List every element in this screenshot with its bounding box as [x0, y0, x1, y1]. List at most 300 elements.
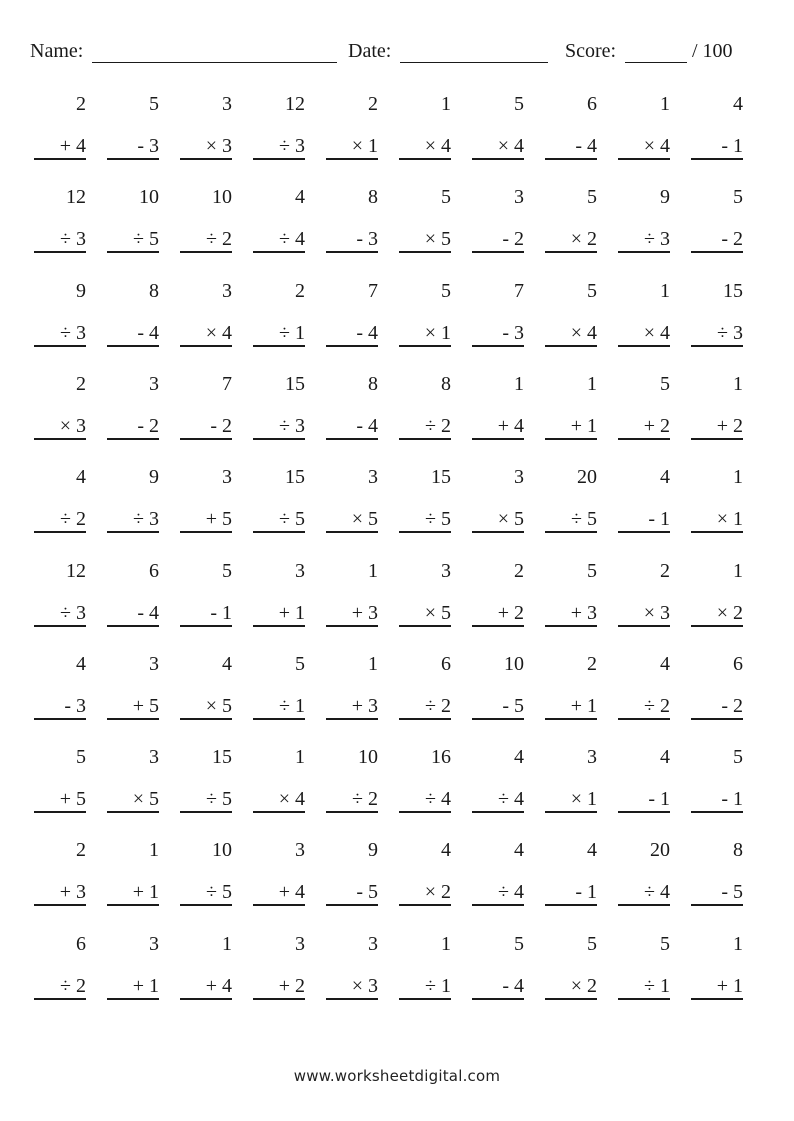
problem-operator-operand: - 5 — [472, 694, 524, 720]
math-problem — [253, 368, 305, 440]
problem-operator-operand: × 1 — [399, 321, 451, 347]
problem-operator-operand: ÷ 3 — [253, 134, 305, 160]
problem-operand-top: 3 — [222, 279, 232, 302]
problem-operand-top: 1 — [149, 839, 159, 862]
problem-operand-top: 15 — [212, 746, 232, 769]
math-problem — [472, 555, 524, 627]
problem-operand-top: 4 — [660, 466, 670, 489]
problem-operator-operand: × 2 — [691, 601, 743, 627]
problem-operator-operand: - 2 — [180, 414, 232, 440]
problem-grid — [0, 88, 794, 1018]
math-problem — [399, 834, 451, 906]
math-problem — [326, 368, 378, 440]
math-problem — [180, 555, 232, 627]
math-problem — [691, 461, 743, 533]
problem-operand-top: 4 — [587, 839, 597, 862]
problem-operand-top: 3 — [295, 839, 305, 862]
problem-operand-top: 8 — [149, 279, 159, 302]
problem-operand-top: 2 — [660, 559, 670, 582]
problem-operator-operand: ÷ 5 — [180, 880, 232, 906]
problem-operator-operand: × 3 — [618, 601, 670, 627]
problem-operator-operand: ÷ 1 — [399, 974, 451, 1000]
math-problem — [472, 741, 524, 813]
problem-operand-top: 8 — [733, 839, 743, 862]
problem-operator-operand: ÷ 2 — [34, 974, 86, 1000]
problem-operand-top: 1 — [368, 559, 378, 582]
date-label: Date: — [348, 40, 392, 62]
math-problem — [472, 648, 524, 720]
problem-operand-top: 3 — [368, 466, 378, 489]
math-problem — [691, 181, 743, 253]
math-problem — [107, 834, 159, 906]
problem-operator-operand: ÷ 2 — [618, 694, 670, 720]
math-problem — [545, 461, 597, 533]
math-problem — [399, 648, 451, 720]
math-problem — [472, 88, 524, 160]
problem-operand-top: 2 — [368, 93, 378, 115]
problem-operator-operand: ÷ 1 — [618, 974, 670, 1000]
problem-operand-top: 3 — [587, 746, 597, 769]
problem-operator-operand: ÷ 2 — [180, 227, 232, 253]
math-problem — [180, 275, 232, 347]
problem-operator-operand: × 1 — [691, 507, 743, 533]
problem-operand-top: 6 — [441, 652, 451, 675]
math-problem — [180, 741, 232, 813]
math-problem — [180, 834, 232, 906]
problem-operand-top: 7 — [222, 372, 232, 395]
name-label: Name: — [30, 40, 84, 62]
problem-operator-operand: × 5 — [326, 507, 378, 533]
problem-operand-top: 15 — [431, 466, 451, 489]
problem-operand-top: 3 — [222, 466, 232, 489]
math-problem — [107, 461, 159, 533]
problem-operand-top: 1 — [295, 746, 305, 769]
math-problem — [472, 928, 524, 1000]
problem-operator-operand: ÷ 2 — [399, 694, 451, 720]
math-problem — [180, 461, 232, 533]
problem-operand-top: 8 — [368, 186, 378, 209]
problem-operand-top: 12 — [285, 93, 305, 115]
problem-operator-operand: - 4 — [326, 414, 378, 440]
problem-operator-operand: ÷ 3 — [34, 601, 86, 627]
problem-operator-operand: × 4 — [545, 321, 597, 347]
problem-operator-operand: + 1 — [253, 601, 305, 627]
problem-operator-operand: + 1 — [545, 694, 597, 720]
math-problem — [34, 461, 86, 533]
problem-operator-operand: ÷ 4 — [472, 880, 524, 906]
problem-operator-operand: + 2 — [472, 601, 524, 627]
problem-operator-operand: ÷ 1 — [253, 694, 305, 720]
problem-operator-operand: + 3 — [545, 601, 597, 627]
math-problem — [691, 368, 743, 440]
problem-operand-top: 6 — [587, 93, 597, 115]
math-problem — [399, 181, 451, 253]
math-problem — [180, 88, 232, 160]
problem-operand-top: 1 — [733, 372, 743, 395]
problem-operand-top: 4 — [441, 839, 451, 862]
problem-operand-top: 12 — [66, 186, 86, 209]
problem-operator-operand: - 3 — [472, 321, 524, 347]
math-problem — [399, 275, 451, 347]
math-problem — [399, 928, 451, 1000]
problem-operator-operand: × 4 — [472, 134, 524, 160]
problem-operator-operand: × 4 — [253, 787, 305, 813]
problem-operand-top: 1 — [441, 93, 451, 115]
problem-operator-operand: × 3 — [326, 974, 378, 1000]
math-problem — [399, 741, 451, 813]
problem-operand-top: 10 — [212, 186, 232, 209]
math-problem — [180, 648, 232, 720]
problem-operator-operand: + 1 — [107, 880, 159, 906]
problem-operand-top: 1 — [733, 932, 743, 955]
problem-operand-top: 15 — [723, 279, 743, 302]
math-problem — [326, 88, 378, 160]
math-problem — [253, 181, 305, 253]
problem-operand-top: 4 — [295, 186, 305, 209]
problem-operator-operand: - 4 — [107, 321, 159, 347]
problem-operand-top: 10 — [139, 186, 159, 209]
problem-operand-top: 4 — [222, 652, 232, 675]
problem-operand-top: 6 — [149, 559, 159, 582]
math-problem — [326, 834, 378, 906]
math-problem — [545, 741, 597, 813]
problem-operator-operand: - 1 — [545, 880, 597, 906]
problem-operator-operand: + 1 — [107, 974, 159, 1000]
math-problem — [545, 648, 597, 720]
problem-operator-operand: ÷ 5 — [107, 227, 159, 253]
problem-operand-top: 10 — [212, 839, 232, 862]
score-label: Score: — [565, 40, 617, 62]
problem-operand-top: 3 — [295, 932, 305, 955]
problem-operand-top: 15 — [285, 466, 305, 489]
problem-operand-top: 2 — [295, 279, 305, 302]
problem-operator-operand: + 3 — [326, 601, 378, 627]
math-problem — [691, 741, 743, 813]
problem-operand-top: 5 — [587, 279, 597, 302]
math-problem — [399, 88, 451, 160]
problem-operand-top: 3 — [222, 93, 232, 115]
problem-operator-operand: + 3 — [326, 694, 378, 720]
math-problem — [253, 834, 305, 906]
problem-operand-top: 10 — [504, 652, 524, 675]
footer-website: www.worksheetdigital.com — [293, 1067, 501, 1085]
problem-operand-top: 5 — [587, 186, 597, 209]
score-total: / 100 — [692, 40, 733, 62]
problem-operand-top: 5 — [295, 652, 305, 675]
problem-operand-top: 9 — [368, 839, 378, 862]
problem-operand-top: 9 — [76, 279, 86, 302]
math-problem — [107, 88, 159, 160]
math-problem — [691, 88, 743, 160]
problem-operand-top: 5 — [660, 932, 670, 955]
math-problem — [618, 275, 670, 347]
problem-operator-operand: - 1 — [180, 601, 232, 627]
problem-operator-operand: ÷ 4 — [253, 227, 305, 253]
problem-operand-top: 3 — [149, 932, 159, 955]
problem-operand-top: 5 — [441, 186, 451, 209]
problem-operator-operand: + 2 — [691, 414, 743, 440]
problem-operator-operand: ÷ 5 — [253, 507, 305, 533]
math-problem — [691, 834, 743, 906]
problem-operand-top: 3 — [368, 932, 378, 955]
problem-operand-top: 3 — [149, 372, 159, 395]
problem-operator-operand: × 1 — [545, 787, 597, 813]
problem-operand-top: 20 — [577, 466, 597, 489]
problem-operator-operand: ÷ 3 — [618, 227, 670, 253]
problem-operand-top: 4 — [660, 746, 670, 769]
math-problem — [399, 461, 451, 533]
math-problem — [399, 368, 451, 440]
problem-operand-top: 16 — [431, 746, 451, 769]
problem-operand-top: 3 — [295, 559, 305, 582]
math-problem — [545, 928, 597, 1000]
math-problem — [472, 368, 524, 440]
problem-operand-top: 4 — [514, 746, 524, 769]
math-problem — [253, 88, 305, 160]
problem-operator-operand: - 2 — [472, 227, 524, 253]
problem-operand-top: 8 — [368, 372, 378, 395]
problem-operator-operand: × 3 — [180, 134, 232, 160]
math-problem — [472, 834, 524, 906]
math-problem — [34, 368, 86, 440]
problem-operator-operand: - 2 — [691, 694, 743, 720]
problem-operator-operand: ÷ 4 — [618, 880, 670, 906]
problem-operator-operand: - 3 — [107, 134, 159, 160]
problem-operand-top: 5 — [76, 746, 86, 769]
math-problem — [34, 928, 86, 1000]
math-problem — [34, 834, 86, 906]
math-problem — [691, 555, 743, 627]
problem-operator-operand: + 5 — [34, 787, 86, 813]
problem-operand-top: 5 — [222, 559, 232, 582]
problem-operand-top: 7 — [368, 279, 378, 302]
problem-operand-top: 4 — [733, 93, 743, 115]
problem-operand-top: 15 — [285, 372, 305, 395]
math-problem — [618, 88, 670, 160]
problem-operator-operand: + 4 — [253, 880, 305, 906]
problem-operand-top: 20 — [650, 839, 670, 862]
problem-operand-top: 3 — [149, 652, 159, 675]
problem-operator-operand: + 4 — [180, 974, 232, 1000]
problem-operator-operand: + 2 — [618, 414, 670, 440]
problem-operator-operand: + 5 — [180, 507, 232, 533]
problem-operand-top: 3 — [514, 466, 524, 489]
math-problem — [180, 181, 232, 253]
math-problem — [399, 555, 451, 627]
name-field[interactable] — [92, 62, 337, 63]
math-problem — [253, 275, 305, 347]
math-problem — [618, 648, 670, 720]
problem-operand-top: 5 — [587, 559, 597, 582]
math-problem — [545, 88, 597, 160]
math-problem — [691, 928, 743, 1000]
math-problem — [34, 275, 86, 347]
problem-operator-operand: × 2 — [545, 974, 597, 1000]
problem-operand-top: 5 — [587, 932, 597, 955]
math-problem — [618, 555, 670, 627]
math-problem — [326, 928, 378, 1000]
math-problem — [472, 275, 524, 347]
problem-operator-operand: ÷ 2 — [399, 414, 451, 440]
problem-operand-top: 1 — [660, 279, 670, 302]
math-problem — [34, 88, 86, 160]
math-problem — [180, 928, 232, 1000]
problem-operand-top: 8 — [441, 372, 451, 395]
math-problem — [326, 555, 378, 627]
worksheet-header — [30, 38, 770, 68]
problem-operand-top: 2 — [76, 372, 86, 395]
problem-operator-operand: × 4 — [399, 134, 451, 160]
problem-operator-operand: - 4 — [545, 134, 597, 160]
problem-operand-top: 10 — [358, 746, 378, 769]
problem-operator-operand: - 5 — [326, 880, 378, 906]
problem-operator-operand: × 4 — [618, 321, 670, 347]
problem-operand-top: 2 — [587, 652, 597, 675]
math-problem — [107, 368, 159, 440]
math-problem — [691, 275, 743, 347]
math-problem — [618, 368, 670, 440]
problem-operator-operand: + 4 — [472, 414, 524, 440]
problem-operand-top: 5 — [733, 746, 743, 769]
problem-operator-operand: ÷ 2 — [326, 787, 378, 813]
math-problem — [545, 368, 597, 440]
problem-operand-top: 1 — [514, 372, 524, 395]
problem-operator-operand: - 2 — [691, 227, 743, 253]
problem-operator-operand: × 5 — [180, 694, 232, 720]
problem-operator-operand: × 5 — [399, 227, 451, 253]
problem-operator-operand: ÷ 4 — [472, 787, 524, 813]
problem-operator-operand: ÷ 5 — [180, 787, 232, 813]
math-problem — [34, 181, 86, 253]
problem-operand-top: 9 — [149, 466, 159, 489]
problem-operand-top: 4 — [76, 466, 86, 489]
math-problem — [472, 181, 524, 253]
math-problem — [180, 368, 232, 440]
problem-operand-top: 4 — [76, 652, 86, 675]
math-problem — [545, 181, 597, 253]
math-problem — [107, 555, 159, 627]
problem-operand-top: 1 — [587, 372, 597, 395]
math-problem — [34, 741, 86, 813]
problem-operator-operand: - 1 — [618, 507, 670, 533]
problem-operand-top: 4 — [660, 652, 670, 675]
math-problem — [326, 461, 378, 533]
problem-operand-top: 5 — [660, 372, 670, 395]
math-problem — [253, 648, 305, 720]
math-problem — [253, 928, 305, 1000]
problem-operator-operand: - 5 — [691, 880, 743, 906]
problem-operand-top: 1 — [441, 932, 451, 955]
problem-operand-top: 6 — [76, 932, 86, 955]
problem-operator-operand: ÷ 3 — [107, 507, 159, 533]
problem-operator-operand: - 2 — [107, 414, 159, 440]
problem-operand-top: 5 — [733, 186, 743, 209]
problem-operator-operand: × 4 — [618, 134, 670, 160]
problem-operator-operand: + 4 — [34, 134, 86, 160]
problem-operator-operand: ÷ 3 — [253, 414, 305, 440]
problem-operand-top: 2 — [76, 839, 86, 862]
problem-operand-top: 4 — [514, 839, 524, 862]
problem-operator-operand: + 5 — [107, 694, 159, 720]
score-field[interactable] — [625, 62, 687, 63]
problem-operand-top: 1 — [222, 932, 232, 955]
problem-operator-operand: - 4 — [472, 974, 524, 1000]
problem-operator-operand: × 4 — [180, 321, 232, 347]
problem-operator-operand: - 3 — [34, 694, 86, 720]
problem-operator-operand: ÷ 5 — [545, 507, 597, 533]
problem-operand-top: 1 — [733, 466, 743, 489]
math-problem — [618, 181, 670, 253]
date-field[interactable] — [400, 62, 548, 63]
math-problem — [107, 928, 159, 1000]
problem-operand-top: 2 — [76, 93, 86, 115]
problem-operand-top: 3 — [514, 186, 524, 209]
problem-operand-top: 3 — [441, 559, 451, 582]
math-problem — [691, 648, 743, 720]
math-problem — [34, 555, 86, 627]
problem-operand-top: 7 — [514, 279, 524, 302]
problem-operand-top: 9 — [660, 186, 670, 209]
problem-operator-operand: + 1 — [691, 974, 743, 1000]
math-problem — [107, 648, 159, 720]
math-problem — [618, 928, 670, 1000]
problem-operator-operand: × 5 — [107, 787, 159, 813]
problem-operand-top: 1 — [733, 559, 743, 582]
problem-operator-operand: - 1 — [691, 787, 743, 813]
math-problem — [326, 181, 378, 253]
math-problem — [326, 741, 378, 813]
math-problem — [253, 741, 305, 813]
problem-operator-operand: ÷ 3 — [691, 321, 743, 347]
math-problem — [326, 275, 378, 347]
math-problem — [253, 555, 305, 627]
math-problem — [545, 555, 597, 627]
math-problem — [34, 648, 86, 720]
math-problem — [618, 461, 670, 533]
problem-operator-operand: - 3 — [326, 227, 378, 253]
problem-operator-operand: × 5 — [472, 507, 524, 533]
problem-operator-operand: - 4 — [326, 321, 378, 347]
problem-operator-operand: ÷ 2 — [34, 507, 86, 533]
problem-operand-top: 5 — [149, 93, 159, 115]
problem-operator-operand: ÷ 3 — [34, 321, 86, 347]
math-problem — [107, 181, 159, 253]
problem-operator-operand: + 3 — [34, 880, 86, 906]
problem-operator-operand: - 1 — [618, 787, 670, 813]
math-problem — [618, 834, 670, 906]
problem-operator-operand: ÷ 3 — [34, 227, 86, 253]
problem-operator-operand: + 1 — [545, 414, 597, 440]
math-problem — [107, 741, 159, 813]
math-problem — [545, 834, 597, 906]
math-problem — [253, 461, 305, 533]
problem-operator-operand: × 2 — [545, 227, 597, 253]
problem-operator-operand: - 1 — [691, 134, 743, 160]
problem-operator-operand: × 2 — [399, 880, 451, 906]
problem-operand-top: 6 — [733, 652, 743, 675]
problem-operator-operand: + 2 — [253, 974, 305, 1000]
problem-operator-operand: × 3 — [34, 414, 86, 440]
problem-operator-operand: ÷ 5 — [399, 507, 451, 533]
math-problem — [472, 461, 524, 533]
problem-operator-operand: × 5 — [399, 601, 451, 627]
problem-operand-top: 1 — [368, 652, 378, 675]
math-problem — [107, 275, 159, 347]
problem-operand-top: 12 — [66, 559, 86, 582]
problem-operand-top: 2 — [514, 559, 524, 582]
math-problem — [545, 275, 597, 347]
problem-operand-top: 5 — [514, 932, 524, 955]
